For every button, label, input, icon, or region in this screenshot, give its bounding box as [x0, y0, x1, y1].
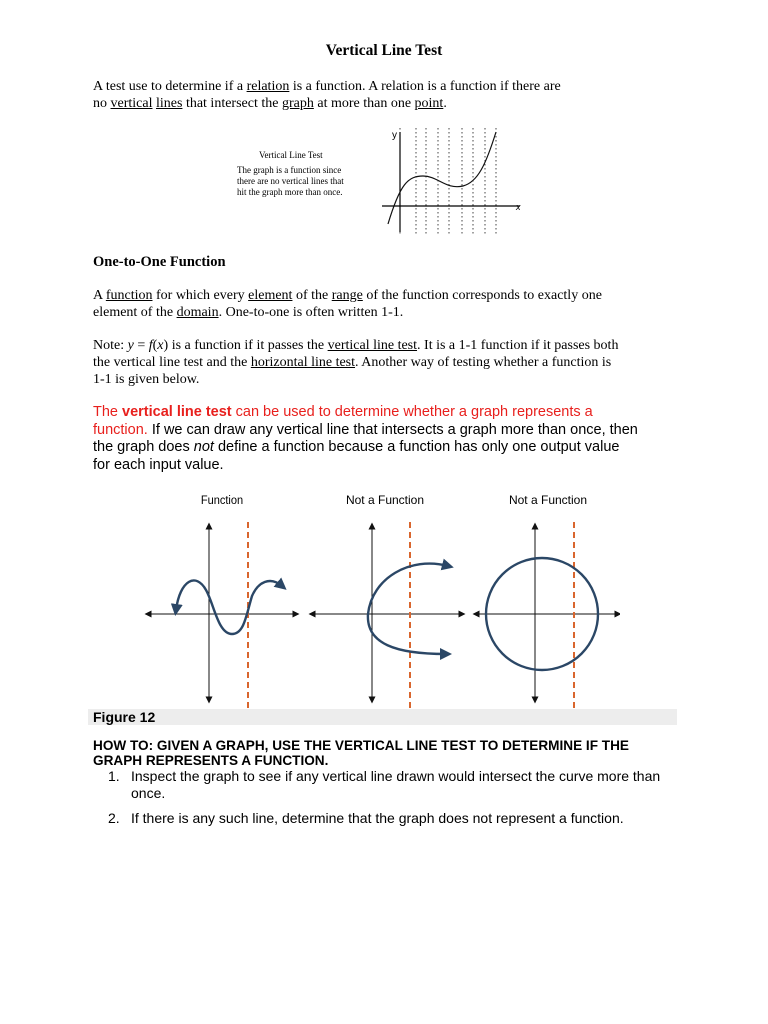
lines-link[interactable]: lines: [155, 96, 183, 111]
small-curve: [388, 132, 496, 224]
small-figure-caption: Vertical Line Test The graph is a function since there are no vertical lines that hit the graph more than once.: [237, 150, 377, 198]
figure-12-caption: Figure 12: [88, 709, 677, 725]
vertical-line-test-explanation: The vertical line test can be used to determine whether a graph represents a function. If we can draw any vertical line that intersects a graph more than once, then the graph does not define a function because a function has only one output value for each input value.: [93, 404, 638, 473]
dotted-vertical-lines: [400, 128, 496, 236]
small-figure-caption-title: Vertical Line Test: [259, 150, 323, 160]
note-paragraph: Note: y = f(x) is a function if it passes the vertical line test. It is a 1-1 function if it passes both the vertical line test and the horizontal line test. Another way of testing whether a function is 1-1 is given below.: [93, 338, 619, 387]
page-title: Vertical Line Test: [325, 42, 443, 59]
function-link[interactable]: function: [105, 288, 153, 303]
howto-step-1: [108, 768, 668, 802]
figure-12-graphs: [140, 486, 620, 708]
relation-link[interactable]: relation: [246, 79, 290, 94]
panel1-sine-curve: [176, 580, 282, 634]
sideways-parabola-panel-title: Not a Function: [345, 493, 425, 507]
panel2-parabola-curve: [368, 564, 448, 654]
range-link[interactable]: range: [331, 288, 363, 303]
domain-link[interactable]: domain: [176, 305, 219, 320]
small-x-label: x: [516, 202, 521, 212]
step-2-number: 2.: [108, 810, 120, 826]
one-to-one-heading: One-to-One Function: [93, 254, 226, 270]
function-panel-title: Function: [200, 494, 244, 508]
circle-panel: [476, 493, 618, 708]
point-link[interactable]: point: [414, 96, 444, 111]
howto-step-2: [108, 810, 668, 827]
horizontal-line-test-link[interactable]: horizontal line test: [250, 355, 356, 370]
function-panel: [148, 495, 296, 708]
small-y-label: y: [392, 130, 397, 141]
graph-link[interactable]: graph: [281, 96, 314, 111]
one-to-one-definition: A function for which every element of the range of the function corresponds to exactly one element of the domain. One-to-one is often written 1-1.: [93, 288, 602, 320]
step-2-text: If there is any such line, determine that the graph does not represent a function.: [131, 810, 624, 826]
small-vertical-line-graph: [378, 124, 528, 240]
intro-paragraph: A test use to determine if a relation is a function. A relation is a function if there are no vertical lines that intersect the graph at more than one point.: [93, 79, 561, 111]
vertical-line-test-link[interactable]: vertical line test: [327, 338, 418, 353]
vertical-link[interactable]: vertical: [110, 96, 153, 111]
element-link[interactable]: element: [248, 288, 293, 303]
circle-panel-title: Not a Function: [508, 493, 588, 507]
step-1-number: 1.: [108, 768, 120, 784]
howto-heading: HOW TO: GIVEN A GRAPH, USE THE VERTICAL LINE TEST TO DETERMINE IF THE GRAPH REPRESENTS A FUNCTION.: [93, 738, 629, 768]
step-1-text: Inspect the graph to see if any vertical line drawn would intersect the curve more than once.: [131, 768, 661, 801]
sideways-parabola-panel: [312, 493, 462, 708]
